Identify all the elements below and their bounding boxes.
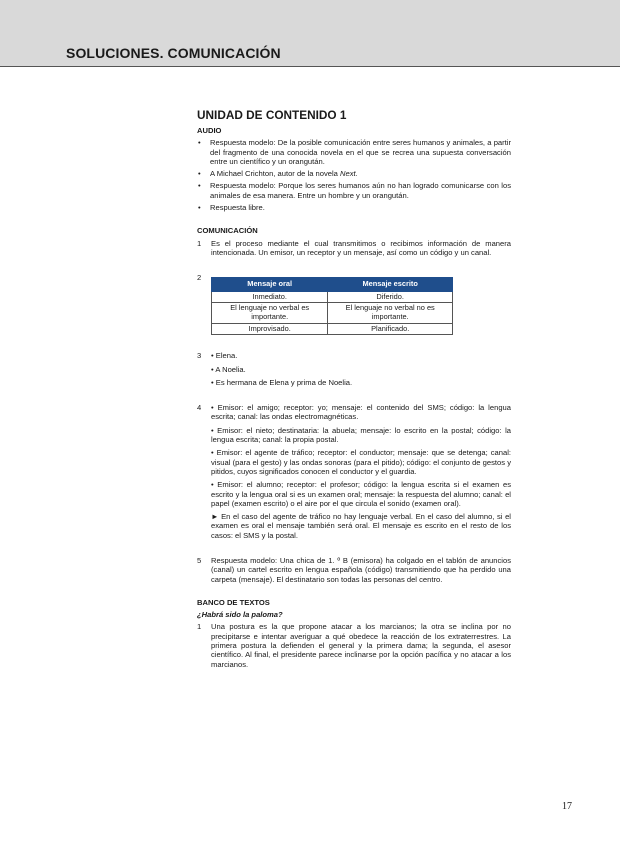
- audio-item: [197, 169, 511, 178]
- header-title: SOLUCIONES. COMUNICACIÓN: [66, 45, 281, 61]
- item-paragraph: ► En el caso del agente de tráfico no hay lenguaje verbal. En el caso del alumno, si el examen es oral el mensaje también será oral. El mensaje es escrito en el resto de los casos: el SMS y la postal.: [211, 512, 511, 540]
- unit-title: UNIDAD DE CONTENIDO 1: [197, 108, 347, 122]
- table-cell: El lenguaje no verbal es importante.: [212, 303, 328, 323]
- item-number: 1: [197, 622, 202, 632]
- page-number: 17: [562, 801, 572, 812]
- page-content: [197, 108, 511, 673]
- table-cell: Inmediato.: [212, 291, 328, 303]
- table-header-row: [212, 278, 453, 292]
- numbered-item-5: [197, 556, 511, 584]
- table-cell: Planificado.: [328, 323, 453, 335]
- numbered-item-3: [197, 351, 511, 387]
- table-cell: El lenguaje no verbal no es importante.: [328, 303, 453, 323]
- table-row: [212, 303, 453, 323]
- novel-title: Next.: [340, 169, 358, 179]
- table-row: [212, 323, 453, 335]
- item-body: [211, 403, 511, 540]
- table-cell: Diferido.: [328, 291, 453, 303]
- item-body: [211, 273, 511, 335]
- page-header: [0, 0, 620, 67]
- table-row: [212, 291, 453, 303]
- item-line: • Elena.: [211, 351, 238, 361]
- item-line: • A Noelia.: [211, 364, 246, 374]
- item-line: • Es hermana de Elena y prima de Noelia.: [211, 377, 353, 387]
- item-paragraph: • Emisor: el amigo; receptor: yo; mensaje: el contenido del SMS; código: la lengua escrita; canal: las ondas electromagnéticas.: [211, 403, 511, 422]
- item-text: Es el proceso mediante el cual transmitimos o recibimos información de manera intencionada. Un emisor, un receptor y un mensaje, así como un código y un canal.: [211, 238, 511, 257]
- section-title-banco: BANCO DE TEXTOS: [197, 597, 270, 607]
- audio-list: [197, 138, 511, 212]
- numbered-item-1: [197, 239, 511, 258]
- item-number: 2: [197, 273, 202, 283]
- numbered-item-banco-1: [197, 622, 511, 668]
- item-paragraph: • Emisor: el alumno; receptor: el profesor; código: la lengua escrita si el examen es escrito y la lengua oral si es un examen oral; mensaje: la respuesta del alumno; canal: el papel (examen escrito) o el aire por el que circula el sonido (examen oral).: [211, 480, 511, 508]
- item-number: 5: [197, 555, 202, 565]
- audio-item-text: A Michael Crichton, autor de la novela: [210, 169, 338, 179]
- item-text: Una postura es la que propone atacar a los marcianos; la otra se inclina por no precipitarse e intentar averiguar a qué obedece la reacción de los extraterrestres. La primera postura la defienden el general y la primera dama; la segunda, el asesor científico. Al final, el presidente parece inclinarse por la opción pacífica y no atacar a los marcianos.: [211, 622, 511, 669]
- item-number: 4: [197, 403, 202, 413]
- section-subtitle: ¿Habrá sido la paloma?: [197, 610, 283, 620]
- item-number: 1: [197, 238, 202, 248]
- section-title-comunicacion: COMUNICACIÓN: [197, 226, 258, 236]
- audio-item: • Respuesta modelo: Porque los seres humanos aún no han logrado comunicarse con los animales de esa manera. Entre un hombre y un orangután.: [197, 181, 511, 200]
- audio-item: • Respuesta libre.: [197, 203, 511, 212]
- item-text: Respuesta modelo: Una chica de 1. º B (emisora) ha colgado en el tablón de anuncios (canal) un cartel escrito en lengua española (código) transmitiendo que ha perdido una carpeta (mensaje). El destinatario son todas las personas del centro.: [211, 555, 511, 584]
- item-body: [211, 351, 511, 387]
- numbered-item-2: [197, 273, 511, 335]
- section-title-audio: AUDIO: [197, 126, 222, 135]
- numbered-item-4: [197, 403, 511, 540]
- audio-item: • Respuesta modelo: De la posible comunicación entre seres humanos y animales, a partir del fragmento de una conocida novela en el que se recrea una supuesta conversación entre un científico y un orangután.: [197, 138, 511, 166]
- table-cell: Improvisado.: [212, 323, 328, 335]
- item-paragraph: • Emisor: el nieto; destinataria: la abuela; mensaje: lo escrito en la postal; código: la lengua escrita; canal: la propia postal.: [211, 425, 511, 445]
- table-header-escrito: Mensaje escrito: [328, 278, 453, 292]
- item-paragraph: • Emisor: el agente de tráfico; receptor: el conductor; mensaje: que se detenga; canal: visual (para el gesto) y las ondas sonoras (para el pitido); código: el conjunto de gestos y pitidos, cuyos significados conocen el conductor y el guardia.: [211, 448, 511, 476]
- table-header-oral: Mensaje oral: [212, 278, 328, 292]
- message-table: [211, 277, 453, 335]
- item-number: 3: [197, 351, 202, 361]
